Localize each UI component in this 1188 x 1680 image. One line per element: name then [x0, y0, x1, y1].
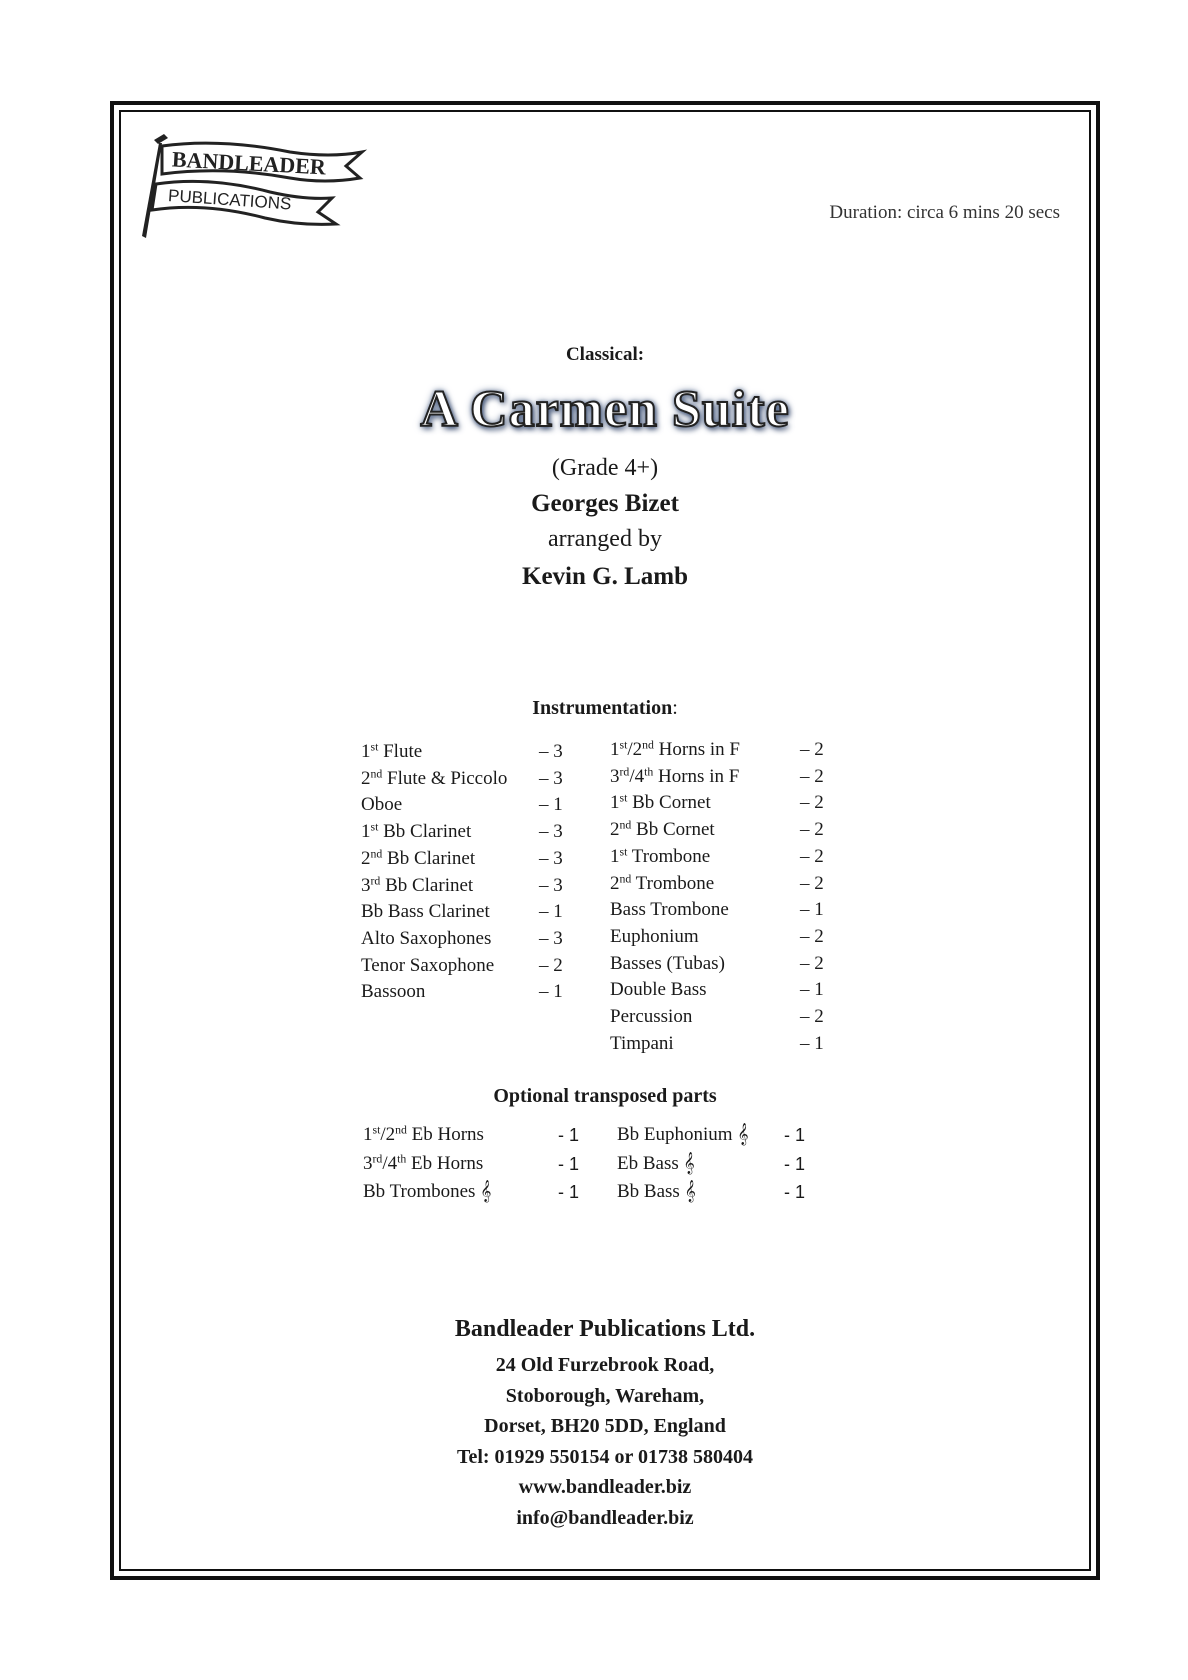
instrument-name: Tenor Saxophone: [361, 954, 495, 976]
instrument-name: 1st Trombone: [610, 845, 711, 867]
phone-line: Tel: 01929 550154 or 01738 580404: [456, 1445, 754, 1468]
website-link[interactable]: www.bandleader.biz: [518, 1476, 692, 1498]
instrument-name: Percussion: [610, 1006, 693, 1028]
genre-label: Classical:: [565, 344, 645, 365]
instrument-name: 2nd Trombone: [610, 872, 715, 894]
duration-text: Duration: circa 6 mins 20 secs: [829, 202, 1060, 223]
part-count: - 1: [558, 1182, 580, 1202]
part-count: – 1: [800, 979, 824, 1001]
instrument-name: 3rd/4th Eb Horns: [363, 1152, 484, 1174]
instrument-name: Bb Bass Clarinet: [361, 901, 490, 923]
instrument-row: [610, 977, 824, 1004]
instrument-name: 1st Bb Cornet: [610, 791, 711, 814]
instrument-name: Bb Euphonium 𝄞: [617, 1124, 749, 1145]
instrument-name: 1st/2nd Eb Horns: [363, 1123, 484, 1145]
instrument-name: 1st/2nd Horns in F: [610, 738, 740, 760]
instrument-name: Timpani: [610, 1032, 674, 1054]
instrument-row: [361, 899, 563, 926]
instrument-row: [361, 926, 563, 953]
part-count: – 1: [539, 901, 563, 923]
instrument-row: [363, 1178, 579, 1207]
publisher-name: Bandleader Publications Ltd.: [454, 1316, 756, 1342]
instrument-row: [617, 1150, 805, 1179]
part-count: – 2: [800, 792, 824, 814]
part-count: - 1: [558, 1153, 580, 1174]
part-count: – 1: [800, 1032, 824, 1054]
instrument-name: Bb Trombones 𝄞: [363, 1181, 492, 1202]
optional-parts-heading: Optional transposed parts: [493, 1085, 717, 1107]
instrument-row: [610, 790, 824, 817]
optional-parts-list-right: [617, 1121, 805, 1207]
composer-name: Georges Bizet: [531, 490, 679, 517]
bandleader-logo: [140, 130, 380, 242]
part-count: – 1: [800, 899, 824, 921]
page-title: A Carmen Suite: [420, 381, 790, 438]
instrument-row: [610, 737, 824, 764]
part-count: – 2: [539, 954, 563, 976]
instrument-name: Double Bass: [610, 979, 707, 1001]
instrument-row: [610, 951, 824, 978]
part-count: – 2: [800, 872, 824, 894]
email-link[interactable]: info@bandleader.biz: [516, 1506, 694, 1529]
logo-line1: BANDLEADER: [171, 146, 327, 180]
instrument-name: 1st Bb Clarinet: [361, 820, 472, 843]
grade-label: (Grade 4+): [551, 455, 659, 481]
instrument-name: Bass Trombone: [610, 899, 729, 921]
instrument-row: [610, 871, 824, 898]
part-count: – 2: [800, 765, 824, 787]
part-count: – 3: [539, 874, 563, 896]
instrument-name: Bassoon: [361, 981, 426, 1003]
instrument-row: [361, 953, 563, 980]
instrument-row: [610, 1031, 824, 1058]
part-count: - 1: [784, 1125, 806, 1145]
instrument-name: 1st Flute: [361, 740, 423, 762]
instrument-name: Bb Bass 𝄞: [617, 1181, 696, 1202]
part-count: - 1: [784, 1153, 806, 1174]
instrument-row: [361, 792, 563, 819]
publisher-address: [119, 1350, 1091, 1533]
instrument-row: [361, 846, 563, 873]
instrumentation-heading-text: Instrumentation: [532, 697, 673, 719]
instrumentation-list-right: [610, 737, 824, 1057]
instrument-name: Eb Bass 𝄞: [617, 1152, 695, 1174]
instrument-row: [610, 924, 824, 951]
arranger-name: Kevin G. Lamb: [522, 563, 688, 590]
instrument-name: Oboe: [361, 794, 403, 816]
logo-line2: PUBLICATIONS: [167, 185, 292, 214]
part-count: – 2: [800, 739, 824, 760]
part-count: – 3: [539, 821, 563, 843]
instrumentation-list-left: [361, 739, 563, 1006]
instrument-name: 3rd Bb Clarinet: [361, 874, 474, 896]
part-count: – 3: [539, 741, 563, 762]
address-line: 24 Old Furzebrook Road,: [495, 1354, 715, 1376]
instrument-row: [610, 897, 824, 924]
part-count: – 2: [800, 925, 824, 947]
instrument-row: [610, 764, 824, 791]
instrument-row: [361, 766, 563, 793]
instrument-name: 3rd/4th Horns in F: [610, 765, 740, 787]
instrument-row: [617, 1121, 805, 1150]
instrument-name: Alto Saxophones: [361, 927, 492, 949]
part-count: – 1: [539, 981, 563, 1003]
part-count: – 3: [539, 927, 563, 949]
part-count: – 3: [539, 847, 563, 869]
part-count: – 3: [539, 767, 563, 789]
part-count: – 2: [800, 952, 824, 974]
instrument-name: Basses (Tubas): [610, 952, 725, 974]
arranged-by-label: arranged by: [548, 526, 662, 552]
instrument-row: [361, 979, 563, 1006]
instrument-name: 2nd Bb Cornet: [610, 818, 715, 841]
part-count: – 2: [800, 1006, 824, 1028]
instrument-name: 2nd Flute & Piccolo: [361, 767, 508, 789]
instrument-row: [363, 1150, 579, 1179]
instrument-row: [363, 1121, 579, 1150]
part-count: – 1: [539, 794, 563, 816]
part-count: – 2: [800, 819, 824, 841]
part-count: – 2: [800, 845, 824, 867]
part-count: - 1: [558, 1125, 580, 1145]
optional-parts-list-left: [363, 1121, 579, 1207]
address-line: Dorset, BH20 5DD, England: [484, 1415, 726, 1437]
address-line: Stoborough, Wareham,: [505, 1384, 705, 1407]
instrument-row: [610, 817, 824, 844]
instrument-row: [361, 819, 563, 846]
instrument-name: Euphonium: [610, 925, 699, 947]
instrument-row: [361, 873, 563, 900]
instrument-name: 2nd Bb Clarinet: [361, 847, 476, 869]
part-count: - 1: [784, 1182, 806, 1202]
instrument-row: [610, 1004, 824, 1031]
instrument-row: [361, 739, 563, 766]
instrument-row: [610, 844, 824, 871]
instrumentation-heading: Instrumentation:: [532, 697, 678, 719]
instrument-row: [617, 1178, 805, 1207]
